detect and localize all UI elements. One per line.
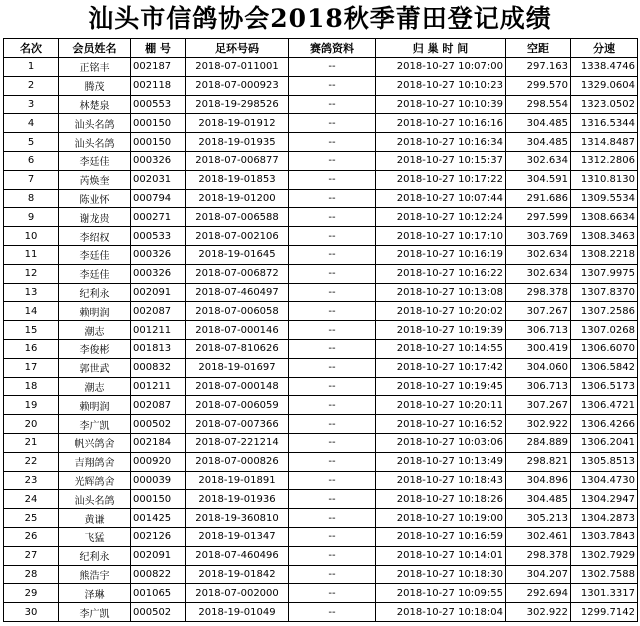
table-row: [4, 208, 638, 227]
distance-cell: 300.419: [506, 339, 571, 358]
rank-cell: 26: [4, 527, 59, 546]
pigeon-info-cell: --: [289, 603, 376, 622]
header-distance: 空距: [506, 39, 571, 58]
distance-cell: 304.485: [506, 490, 571, 509]
table-row: [4, 527, 638, 546]
table-row: [4, 302, 638, 321]
speed-cell: 1312.2806: [571, 151, 638, 170]
arrival-time-cell: 2018-10-27 10:13:08: [376, 283, 506, 302]
loft-number-cell: 002091: [131, 283, 186, 302]
distance-cell: 302.634: [506, 264, 571, 283]
table-row: [4, 452, 638, 471]
arrival-time-cell: 2018-10-27 10:07:00: [376, 58, 506, 77]
table-row: [4, 339, 638, 358]
table-row: [4, 584, 638, 603]
arrival-time-cell: 2018-10-27 10:18:30: [376, 565, 506, 584]
pigeon-info-cell: --: [289, 565, 376, 584]
rank-cell: 20: [4, 415, 59, 434]
speed-cell: 1308.3463: [571, 227, 638, 246]
table-row: [4, 76, 638, 95]
ring-number-cell: 2018-19-01842: [186, 565, 289, 584]
speed-cell: 1304.4730: [571, 471, 638, 490]
member-name-cell: 飞猛: [59, 527, 131, 546]
table-row: [4, 565, 638, 584]
loft-number-cell: 000920: [131, 452, 186, 471]
rank-cell: 21: [4, 433, 59, 452]
pigeon-info-cell: --: [289, 396, 376, 415]
loft-number-cell: 000326: [131, 245, 186, 264]
member-name-cell: 芮焕奎: [59, 170, 131, 189]
table-row: [4, 490, 638, 509]
member-name-cell: 郭世武: [59, 358, 131, 377]
distance-cell: 291.686: [506, 189, 571, 208]
member-name-cell: 李廷佳: [59, 245, 131, 264]
member-name-cell: 汕头名鸽: [59, 490, 131, 509]
speed-cell: 1306.4721: [571, 396, 638, 415]
distance-cell: 304.060: [506, 358, 571, 377]
speed-cell: 1301.3317: [571, 584, 638, 603]
rank-cell: 7: [4, 170, 59, 189]
rank-cell: 15: [4, 321, 59, 340]
distance-cell: 298.821: [506, 452, 571, 471]
ring-number-cell: 2018-07-006059: [186, 396, 289, 415]
loft-number-cell: 002087: [131, 396, 186, 415]
table-row: [4, 283, 638, 302]
table-row: [4, 546, 638, 565]
member-name-cell: 纪利永: [59, 546, 131, 565]
rank-cell: 9: [4, 208, 59, 227]
loft-number-cell: 000271: [131, 208, 186, 227]
pigeon-info-cell: --: [289, 76, 376, 95]
speed-cell: 1306.5842: [571, 358, 638, 377]
rank-cell: 28: [4, 565, 59, 584]
rank-cell: 8: [4, 189, 59, 208]
table-row: [4, 189, 638, 208]
distance-cell: 297.163: [506, 58, 571, 77]
speed-cell: 1305.8513: [571, 452, 638, 471]
arrival-time-cell: 2018-10-27 10:19:00: [376, 509, 506, 528]
arrival-time-cell: 2018-10-27 10:19:45: [376, 377, 506, 396]
speed-cell: 1306.5173: [571, 377, 638, 396]
table-row: [4, 264, 638, 283]
distance-cell: 304.207: [506, 565, 571, 584]
member-name-cell: 林楚泉: [59, 95, 131, 114]
rank-cell: 16: [4, 339, 59, 358]
distance-cell: 302.922: [506, 415, 571, 434]
member-name-cell: 李廷佳: [59, 151, 131, 170]
header-speed: 分速: [571, 39, 638, 58]
loft-number-cell: 002184: [131, 433, 186, 452]
pigeon-info-cell: --: [289, 584, 376, 603]
member-name-cell: 吉翔鸽舍: [59, 452, 131, 471]
loft-number-cell: 002087: [131, 302, 186, 321]
loft-number-cell: 001211: [131, 321, 186, 340]
header-arrival-time: 归 巢 时 间: [376, 39, 506, 58]
pigeon-info-cell: --: [289, 358, 376, 377]
ring-number-cell: 2018-07-002000: [186, 584, 289, 603]
member-name-cell: 帆兴鸽舍: [59, 433, 131, 452]
pigeon-info-cell: --: [289, 95, 376, 114]
table-row: [4, 227, 638, 246]
member-name-cell: 潮志: [59, 377, 131, 396]
speed-cell: 1316.5344: [571, 114, 638, 133]
member-name-cell: 汕头名鸽: [59, 133, 131, 152]
ring-number-cell: 2018-07-221214: [186, 433, 289, 452]
speed-cell: 1329.0604: [571, 76, 638, 95]
pigeon-info-cell: --: [289, 509, 376, 528]
speed-cell: 1310.8130: [571, 170, 638, 189]
ring-number-cell: 2018-07-006877: [186, 151, 289, 170]
speed-cell: 1307.0268: [571, 321, 638, 340]
loft-number-cell: 001065: [131, 584, 186, 603]
rank-cell: 3: [4, 95, 59, 114]
ring-number-cell: 2018-07-460496: [186, 546, 289, 565]
table-row: [4, 58, 638, 77]
speed-cell: 1304.2947: [571, 490, 638, 509]
member-name-cell: 黄谦: [59, 509, 131, 528]
ring-number-cell: 2018-19-360810: [186, 509, 289, 528]
loft-number-cell: 000553: [131, 95, 186, 114]
table-row: [4, 95, 638, 114]
speed-cell: 1308.2218: [571, 245, 638, 264]
speed-cell: 1302.7588: [571, 565, 638, 584]
pigeon-info-cell: --: [289, 208, 376, 227]
table-row: [4, 133, 638, 152]
member-name-cell: 赖明润: [59, 302, 131, 321]
pigeon-info-cell: --: [289, 415, 376, 434]
arrival-time-cell: 2018-10-27 10:16:34: [376, 133, 506, 152]
pigeon-info-cell: --: [289, 58, 376, 77]
page-title: 汕头市信鸽协会2018秋季莆田登记成绩: [88, 4, 552, 33]
table-row: [4, 396, 638, 415]
speed-cell: 1306.6070: [571, 339, 638, 358]
ring-number-cell: 2018-07-011001: [186, 58, 289, 77]
pigeon-info-cell: --: [289, 339, 376, 358]
table-row: [4, 358, 638, 377]
distance-cell: 302.922: [506, 603, 571, 622]
rank-cell: 25: [4, 509, 59, 528]
ring-number-cell: 2018-19-01935: [186, 133, 289, 152]
arrival-time-cell: 2018-10-27 10:15:37: [376, 151, 506, 170]
table-row: [4, 151, 638, 170]
distance-cell: 302.634: [506, 151, 571, 170]
rank-cell: 6: [4, 151, 59, 170]
member-name-cell: 李广凯: [59, 603, 131, 622]
pigeon-info-cell: --: [289, 377, 376, 396]
arrival-time-cell: 2018-10-27 10:17:22: [376, 170, 506, 189]
distance-cell: 298.378: [506, 283, 571, 302]
pigeon-info-cell: --: [289, 471, 376, 490]
arrival-time-cell: 2018-10-27 10:18:04: [376, 603, 506, 622]
distance-cell: 306.713: [506, 321, 571, 340]
ring-number-cell: 2018-07-006872: [186, 264, 289, 283]
rank-cell: 22: [4, 452, 59, 471]
table-row: [4, 321, 638, 340]
arrival-time-cell: 2018-10-27 10:17:42: [376, 358, 506, 377]
member-name-cell: 陈业怀: [59, 189, 131, 208]
member-name-cell: 潮志: [59, 321, 131, 340]
member-name-cell: 纪利永: [59, 283, 131, 302]
rank-cell: 17: [4, 358, 59, 377]
loft-number-cell: 000326: [131, 151, 186, 170]
ring-number-cell: 2018-19-01645: [186, 245, 289, 264]
speed-cell: 1307.2586: [571, 302, 638, 321]
table-row: [4, 170, 638, 189]
member-name-cell: 泽琳: [59, 584, 131, 603]
table-row: [4, 433, 638, 452]
rank-cell: 27: [4, 546, 59, 565]
pigeon-info-cell: --: [289, 170, 376, 189]
member-name-cell: 李俊彬: [59, 339, 131, 358]
member-name-cell: 李广凯: [59, 415, 131, 434]
pigeon-info-cell: --: [289, 283, 376, 302]
arrival-time-cell: 2018-10-27 10:16:59: [376, 527, 506, 546]
arrival-time-cell: 2018-10-27 10:14:55: [376, 339, 506, 358]
ring-number-cell: 2018-07-000148: [186, 377, 289, 396]
loft-number-cell: 000150: [131, 490, 186, 509]
loft-number-cell: 002118: [131, 76, 186, 95]
ring-number-cell: 2018-19-01697: [186, 358, 289, 377]
arrival-time-cell: 2018-10-27 10:16:52: [376, 415, 506, 434]
rank-cell: 4: [4, 114, 59, 133]
member-name-cell: 熊浩宇: [59, 565, 131, 584]
member-name-cell: 正铭丰: [59, 58, 131, 77]
ring-number-cell: 2018-19-01936: [186, 490, 289, 509]
member-name-cell: 汕头名鸽: [59, 114, 131, 133]
distance-cell: 304.591: [506, 170, 571, 189]
rank-cell: 2: [4, 76, 59, 95]
pigeon-info-cell: --: [289, 302, 376, 321]
speed-cell: 1302.7929: [571, 546, 638, 565]
arrival-time-cell: 2018-10-27 10:19:39: [376, 321, 506, 340]
arrival-time-cell: 2018-10-27 10:12:24: [376, 208, 506, 227]
results-table: [3, 38, 638, 622]
ring-number-cell: 2018-07-000923: [186, 76, 289, 95]
distance-cell: 304.485: [506, 114, 571, 133]
pigeon-info-cell: --: [289, 151, 376, 170]
loft-number-cell: 002031: [131, 170, 186, 189]
loft-number-cell: 000822: [131, 565, 186, 584]
results-body: [4, 58, 638, 622]
rank-cell: 5: [4, 133, 59, 152]
speed-cell: 1323.0502: [571, 95, 638, 114]
speed-cell: 1309.5534: [571, 189, 638, 208]
arrival-time-cell: 2018-10-27 10:10:23: [376, 76, 506, 95]
speed-cell: 1299.7142: [571, 603, 638, 622]
speed-cell: 1306.4266: [571, 415, 638, 434]
ring-number-cell: 2018-19-01912: [186, 114, 289, 133]
table-row: [4, 114, 638, 133]
speed-cell: 1307.8370: [571, 283, 638, 302]
distance-cell: 297.599: [506, 208, 571, 227]
header-ring-number: 足环号码: [186, 39, 289, 58]
distance-cell: 306.713: [506, 377, 571, 396]
distance-cell: 302.634: [506, 245, 571, 264]
loft-number-cell: 000150: [131, 114, 186, 133]
arrival-time-cell: 2018-10-27 10:03:06: [376, 433, 506, 452]
distance-cell: 303.769: [506, 227, 571, 246]
speed-cell: 1314.8487: [571, 133, 638, 152]
table-row: [4, 415, 638, 434]
rank-cell: 18: [4, 377, 59, 396]
arrival-time-cell: 2018-10-27 10:18:43: [376, 471, 506, 490]
arrival-time-cell: 2018-10-27 10:09:55: [376, 584, 506, 603]
member-name-cell: 李绍权: [59, 227, 131, 246]
ring-number-cell: 2018-07-460497: [186, 283, 289, 302]
ring-number-cell: 2018-07-810626: [186, 339, 289, 358]
rank-cell: 13: [4, 283, 59, 302]
distance-cell: 299.570: [506, 76, 571, 95]
header-row: [4, 39, 638, 58]
table-row: [4, 245, 638, 264]
rank-cell: 10: [4, 227, 59, 246]
loft-number-cell: 000326: [131, 264, 186, 283]
ring-number-cell: 2018-19-298526: [186, 95, 289, 114]
ring-number-cell: 2018-19-01200: [186, 189, 289, 208]
rank-cell: 1: [4, 58, 59, 77]
distance-cell: 298.378: [506, 546, 571, 565]
arrival-time-cell: 2018-10-27 10:16:22: [376, 264, 506, 283]
pigeon-info-cell: --: [289, 189, 376, 208]
pigeon-info-cell: --: [289, 433, 376, 452]
distance-cell: 304.485: [506, 133, 571, 152]
loft-number-cell: 002126: [131, 527, 186, 546]
pigeon-info-cell: --: [289, 264, 376, 283]
pigeon-info-cell: --: [289, 490, 376, 509]
member-name-cell: 腾茂: [59, 76, 131, 95]
ring-number-cell: 2018-19-01347: [186, 527, 289, 546]
member-name-cell: 李廷佳: [59, 264, 131, 283]
speed-cell: 1306.2041: [571, 433, 638, 452]
ring-number-cell: 2018-07-006058: [186, 302, 289, 321]
table-row: [4, 509, 638, 528]
rank-cell: 30: [4, 603, 59, 622]
arrival-time-cell: 2018-10-27 10:20:11: [376, 396, 506, 415]
loft-number-cell: 002187: [131, 58, 186, 77]
distance-cell: 284.889: [506, 433, 571, 452]
loft-number-cell: 001813: [131, 339, 186, 358]
loft-number-cell: 000039: [131, 471, 186, 490]
ring-number-cell: 2018-07-006588: [186, 208, 289, 227]
ring-number-cell: 2018-19-01853: [186, 170, 289, 189]
rank-cell: 12: [4, 264, 59, 283]
member-name-cell: 谢龙贵: [59, 208, 131, 227]
arrival-time-cell: 2018-10-27 10:20:02: [376, 302, 506, 321]
loft-number-cell: 000832: [131, 358, 186, 377]
speed-cell: 1304.2873: [571, 509, 638, 528]
ring-number-cell: 2018-19-01891: [186, 471, 289, 490]
arrival-time-cell: 2018-10-27 10:16:16: [376, 114, 506, 133]
pigeon-info-cell: --: [289, 133, 376, 152]
pigeon-info-cell: --: [289, 114, 376, 133]
rank-cell: 19: [4, 396, 59, 415]
ring-number-cell: 2018-07-000146: [186, 321, 289, 340]
distance-cell: 304.896: [506, 471, 571, 490]
arrival-time-cell: 2018-10-27 10:16:19: [376, 245, 506, 264]
rank-cell: 23: [4, 471, 59, 490]
pigeon-info-cell: --: [289, 452, 376, 471]
pigeon-info-cell: --: [289, 321, 376, 340]
rank-cell: 11: [4, 245, 59, 264]
arrival-time-cell: 2018-10-27 10:13:49: [376, 452, 506, 471]
loft-number-cell: 001425: [131, 509, 186, 528]
loft-number-cell: 000794: [131, 189, 186, 208]
ring-number-cell: 2018-07-007366: [186, 415, 289, 434]
arrival-time-cell: 2018-10-27 10:14:01: [376, 546, 506, 565]
speed-cell: 1303.7843: [571, 527, 638, 546]
arrival-time-cell: 2018-10-27 10:07:44: [376, 189, 506, 208]
distance-cell: 307.267: [506, 396, 571, 415]
loft-number-cell: 000533: [131, 227, 186, 246]
rank-cell: 14: [4, 302, 59, 321]
ring-number-cell: 2018-07-002106: [186, 227, 289, 246]
header-loft-number: 棚 号: [131, 39, 186, 58]
distance-cell: 298.554: [506, 95, 571, 114]
loft-number-cell: 002091: [131, 546, 186, 565]
header-member-name: 会员姓名: [59, 39, 131, 58]
rank-cell: 29: [4, 584, 59, 603]
speed-cell: 1307.9975: [571, 264, 638, 283]
table-row: [4, 471, 638, 490]
arrival-time-cell: 2018-10-27 10:17:10: [376, 227, 506, 246]
table-row: [4, 377, 638, 396]
distance-cell: 307.267: [506, 302, 571, 321]
member-name-cell: 赖明润: [59, 396, 131, 415]
pigeon-info-cell: --: [289, 227, 376, 246]
pigeon-info-cell: --: [289, 527, 376, 546]
ring-number-cell: 2018-07-000826: [186, 452, 289, 471]
loft-number-cell: 000150: [131, 133, 186, 152]
distance-cell: 305.213: [506, 509, 571, 528]
loft-number-cell: 001211: [131, 377, 186, 396]
speed-cell: 1338.4746: [571, 58, 638, 77]
distance-cell: 302.461: [506, 527, 571, 546]
loft-number-cell: 000502: [131, 415, 186, 434]
loft-number-cell: 000502: [131, 603, 186, 622]
ring-number-cell: 2018-19-01049: [186, 603, 289, 622]
table-row: [4, 603, 638, 622]
distance-cell: 292.694: [506, 584, 571, 603]
header-rank: 名次: [4, 39, 59, 58]
pigeon-info-cell: --: [289, 245, 376, 264]
speed-cell: 1308.6634: [571, 208, 638, 227]
pigeon-info-cell: --: [289, 546, 376, 565]
arrival-time-cell: 2018-10-27 10:18:26: [376, 490, 506, 509]
arrival-time-cell: 2018-10-27 10:10:39: [376, 95, 506, 114]
rank-cell: 24: [4, 490, 59, 509]
header-pigeon-info: 赛鸽资料: [289, 39, 376, 58]
member-name-cell: 光辉鸽舍: [59, 471, 131, 490]
